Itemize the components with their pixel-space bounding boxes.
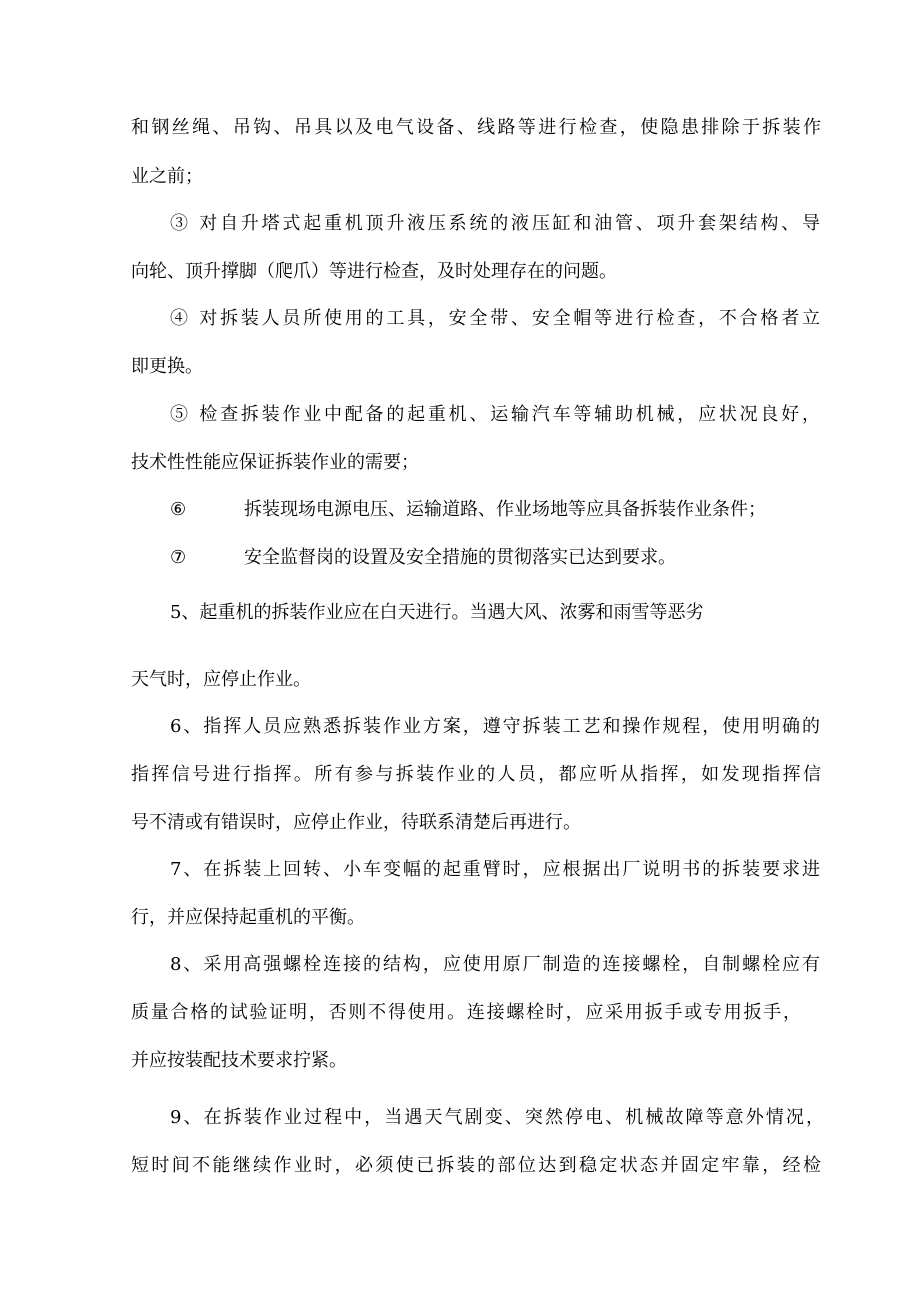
list-marker: ⑥: [170, 499, 187, 520]
paragraph-line: ⑤ 检查拆装作业中配备的起重机、运输汽车等辅助机械，应状况良好，: [170, 404, 820, 425]
list-marker: ⑦: [170, 547, 187, 568]
paragraph-line: 天气时，应停止作业。: [131, 669, 311, 690]
paragraph-line: 技术性性能应保证拆装作业的需要；: [131, 452, 419, 473]
paragraph-line: 短时间不能继续作业时，必须使已拆装的部位达到稳定状态并固定牢靠，经检: [131, 1155, 821, 1176]
paragraph-line: 并应按装配技术要求拧紧。: [131, 1050, 347, 1071]
paragraph-line: ④ 对拆装人员所使用的工具，安全带、安全帽等进行检查，不合格者立: [170, 308, 820, 329]
paragraph-line: 5、起重机的拆装作业应在白天进行。当遇大风、浓雾和雨雪等恶劣: [170, 602, 704, 623]
paragraph-line: 7、在拆装上回转、小车变幅的起重臂时，应根据出厂说明书的拆装要求进: [170, 859, 820, 880]
paragraph-line: 6、指挥人员应熟悉拆装作业方案，遵守拆装工艺和操作规程，使用明确的: [170, 716, 820, 737]
paragraph-line: 行，并应保持起重机的平衡。: [131, 907, 365, 928]
paragraph-line: 9、在拆装作业过程中，当遇天气剧变、突然停电、机械故障等意外情况，: [170, 1107, 824, 1128]
paragraph-line: ③ 对自升塔式起重机顶升液压系统的液压缸和油管、项升套架结构、导: [170, 213, 820, 234]
paragraph-line: 安全监督岗的设置及安全措施的贯彻落实已达到要求。: [244, 547, 676, 568]
paragraph-line: 指挥信号进行指挥。所有参与拆装作业的人员，都应听从指挥，如发现指挥信: [131, 764, 821, 785]
paragraph-line: 号不清或有错误时，应停止作业，待联系清楚后再进行。: [131, 812, 581, 833]
paragraph-line: 质量合格的试验证明，否则不得使用。连接螺栓时，应采用扳手或专用扳手，: [131, 1002, 801, 1023]
paragraph-line: 即更换。: [131, 356, 203, 377]
paragraph-line: 业之前；: [131, 166, 203, 187]
paragraph-line: 向轮、顶升撑脚（爬爪）等进行检查，及时处理存在的问题。: [131, 261, 617, 282]
paragraph-line: 拆装现场电源电压、运输道路、作业场地等应具备拆装作业条件；: [244, 499, 766, 520]
paragraph-line: 8、采用高强螺栓连接的结构，应使用原厂制造的连接螺栓，自制螺栓应有: [170, 954, 820, 975]
paragraph-line: 和钢丝绳、吊钩、吊具以及电气设备、线路等进行检查，使隐患排除于拆装作: [131, 117, 821, 138]
